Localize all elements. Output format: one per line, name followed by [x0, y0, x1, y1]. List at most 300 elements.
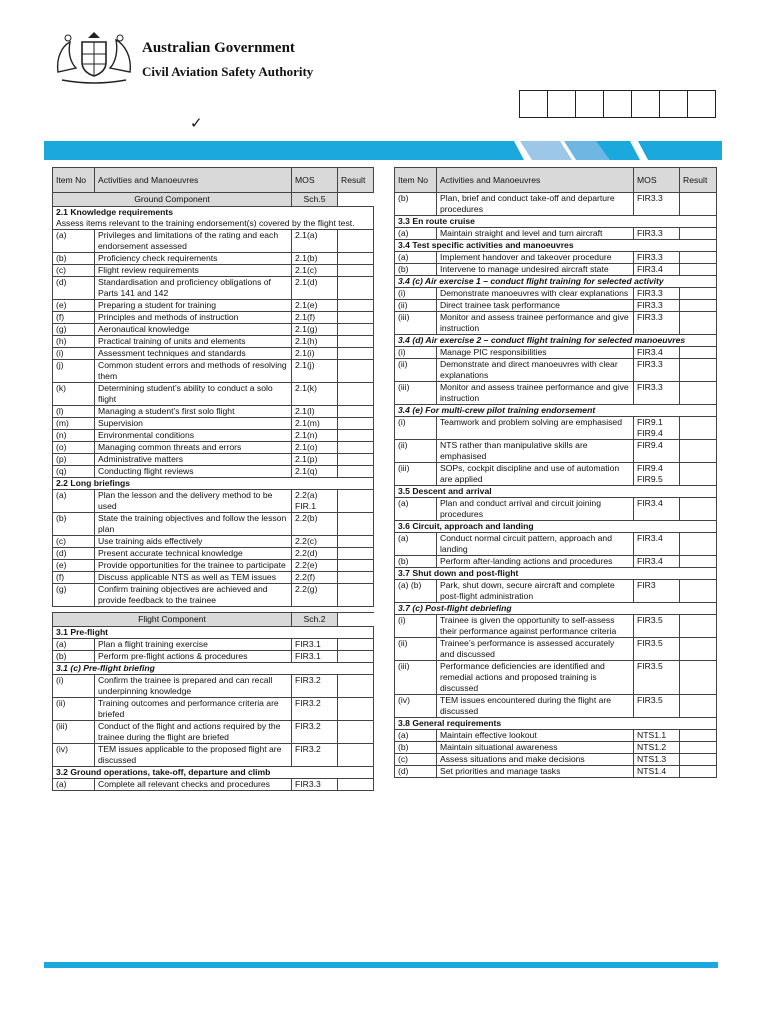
activity-text: Complete all relevant checks and procedures [95, 779, 292, 791]
mos-reference: FIR9.4 [634, 440, 680, 463]
result-cell[interactable] [338, 548, 374, 560]
table-row [53, 430, 374, 442]
mos-reference: FIR3.4 [634, 533, 680, 556]
section-title: 3.5 Descent and arrival [398, 486, 492, 496]
component-title: Ground Component [53, 193, 292, 207]
result-cell[interactable] [680, 638, 717, 661]
activity-text: Plan and conduct arrival and circuit joining procedures [437, 498, 634, 521]
section-heading-cell [395, 603, 717, 615]
mos-reference: FIR3.1 [292, 651, 338, 663]
item-number: (f) [53, 572, 95, 584]
item-number: (b) [53, 253, 95, 265]
mos-reference: FIR3 [634, 580, 680, 603]
result-cell[interactable] [338, 454, 374, 466]
result-cell[interactable] [680, 288, 717, 300]
mos-reference: 2.2(g) [292, 584, 338, 607]
section-heading-row [395, 718, 717, 730]
activity-text: Flight review requirements [95, 265, 292, 277]
section-heading-row [395, 405, 717, 417]
table-row [395, 556, 717, 568]
section-heading-cell [53, 767, 374, 779]
table-row [395, 359, 717, 382]
activity-text: Maintain situational awareness [437, 742, 634, 754]
gov-title: Australian Government [142, 40, 295, 56]
mos-reference: FIR3.2 [292, 744, 338, 767]
section-heading-cell [53, 478, 374, 490]
table-row [395, 730, 717, 742]
ref-box[interactable] [576, 91, 604, 117]
table-row [395, 580, 717, 603]
activity-text: TEM issues applicable to the proposed flight are discussed [95, 744, 292, 767]
section-title: 3.3 En route cruise [398, 216, 475, 226]
result-cell[interactable] [338, 336, 374, 348]
reference-boxes[interactable] [519, 90, 716, 118]
section-heading-cell [395, 521, 717, 533]
section-heading-row [53, 627, 374, 639]
table-row [53, 442, 374, 454]
ref-box[interactable] [604, 91, 632, 117]
activity-text: Training outcomes and performance criteria are briefed [95, 698, 292, 721]
section-title: 3.2 Ground operations, take-off, departure and climb [56, 767, 271, 777]
section-title: 3.4 (d) Air exercise 2 – conduct flight training for selected manoeuvres [398, 335, 686, 345]
activity-text: Perform after-landing actions and procedures [437, 556, 634, 568]
table-row [395, 754, 717, 766]
table-row [395, 312, 717, 335]
mos-reference: 2.2(a) FIR.1 [292, 490, 338, 513]
mos-reference: 2.2(f) [292, 572, 338, 584]
section-title: 3.4 (e) For multi-crew pilot training endorsement [398, 405, 596, 415]
result-cell[interactable] [680, 359, 717, 382]
activity-text: Maintain effective lookout [437, 730, 634, 742]
mos-reference: FIR3.3 [634, 288, 680, 300]
result-cell[interactable] [680, 742, 717, 754]
table-row [53, 698, 374, 721]
col-result: Result [338, 168, 374, 193]
mos-reference: FIR3.5 [634, 695, 680, 718]
item-number: (b) [53, 651, 95, 663]
table-row [395, 417, 717, 440]
item-number: (d) [53, 548, 95, 560]
item-number: (b) [395, 742, 437, 754]
table-row [53, 721, 374, 744]
result-cell[interactable] [338, 639, 374, 651]
result-cell[interactable] [680, 228, 717, 240]
table-row [395, 440, 717, 463]
result-cell[interactable] [338, 253, 374, 265]
item-number: (p) [53, 454, 95, 466]
ref-box[interactable] [520, 91, 548, 117]
result-cell[interactable] [680, 193, 717, 216]
table-row [53, 584, 374, 607]
result-cell[interactable] [338, 300, 374, 312]
result-cell[interactable] [338, 442, 374, 454]
activity-text: Managing a student’s first solo flight [95, 406, 292, 418]
mos-reference: 2.1(i) [292, 348, 338, 360]
mos-reference: FIR9.1 FIR9.4 [634, 417, 680, 440]
mos-reference: FIR3.2 [292, 698, 338, 721]
table-header-row [395, 168, 717, 193]
activity-text: Use training aids effectively [95, 536, 292, 548]
result-cell[interactable] [680, 730, 717, 742]
table-row [53, 348, 374, 360]
result-cell[interactable] [338, 513, 374, 536]
header-banner [44, 141, 722, 160]
table-row [53, 336, 374, 348]
activity-text: Direct trainee task performance [437, 300, 634, 312]
activity-text: Determining student’s ability to conduct a solo flight [95, 383, 292, 406]
mos-reference: 2.1(l) [292, 406, 338, 418]
table-row [53, 300, 374, 312]
item-number: (g) [53, 584, 95, 607]
item-number: (ii) [395, 440, 437, 463]
assessment-table-left [52, 167, 374, 791]
result-cell[interactable] [680, 417, 717, 440]
item-number: (d) [395, 766, 437, 778]
activity-text: Principles and methods of instruction [95, 312, 292, 324]
mos-reference: 2.1(f) [292, 312, 338, 324]
result-cell[interactable] [680, 580, 717, 603]
col-mos: MOS [292, 168, 338, 193]
activity-text: Intervene to manage undesired aircraft state [437, 264, 634, 276]
mos-reference: 2.1(e) [292, 300, 338, 312]
mos-reference: FIR3.2 [292, 675, 338, 698]
section-title: 3.7 (c) Post-flight debriefing [398, 603, 512, 613]
activity-text: Conduct of the flight and actions required by the trainee during the flight are briefed [95, 721, 292, 744]
mos-reference: 2.1(h) [292, 336, 338, 348]
mos-reference: FIR3.3 [292, 779, 338, 791]
item-number: (h) [53, 336, 95, 348]
col-activity: Activities and Manoeuvres [437, 168, 634, 193]
item-number: (a) [395, 533, 437, 556]
result-cell[interactable] [338, 584, 374, 607]
section-title: 3.7 Shut down and post-flight [398, 568, 519, 578]
result-cell[interactable] [338, 348, 374, 360]
ref-box[interactable] [660, 91, 688, 117]
table-row [395, 498, 717, 521]
result-cell[interactable] [338, 721, 374, 744]
activity-text: Conducting flight reviews [95, 466, 292, 478]
table-row [53, 639, 374, 651]
activity-text: Plan a flight training exercise [95, 639, 292, 651]
item-number: (b) [395, 193, 437, 216]
mos-reference: 2.1(n) [292, 430, 338, 442]
table-row [395, 661, 717, 695]
result-cell[interactable] [680, 498, 717, 521]
table-header-row [53, 168, 374, 193]
section-heading-cell [395, 240, 717, 252]
section-heading-cell [53, 627, 374, 639]
mos-reference: FIR3.4 [634, 498, 680, 521]
item-number: (iii) [53, 721, 95, 744]
result-cell[interactable] [338, 324, 374, 336]
mos-reference: 2.1(a) [292, 230, 338, 253]
activity-text: Administrative matters [95, 454, 292, 466]
result-cell[interactable] [338, 360, 374, 383]
activity-text: Monitor and assess trainee performance and give instruction [437, 312, 634, 335]
mos-reference: 2.2(d) [292, 548, 338, 560]
result-cell[interactable] [338, 675, 374, 698]
activity-text: TEM issues encountered during the flight are discussed [437, 695, 634, 718]
table-row [395, 228, 717, 240]
table-row [395, 615, 717, 638]
result-cell[interactable] [680, 661, 717, 695]
item-number: (i) [395, 417, 437, 440]
section-heading-cell [395, 335, 717, 347]
activity-text: Plan the lesson and the delivery method to be used [95, 490, 292, 513]
mos-reference: 2.1(q) [292, 466, 338, 478]
item-number: (c) [53, 265, 95, 277]
mos-reference: 2.2(e) [292, 560, 338, 572]
mos-reference: 2.1(b) [292, 253, 338, 265]
activity-text: Confirm training objectives are achieved and provide feedback to the trainee [95, 584, 292, 607]
section-heading-row [53, 663, 374, 675]
item-number: (e) [53, 300, 95, 312]
result-cell[interactable] [338, 230, 374, 253]
item-number: (a) [395, 730, 437, 742]
item-number: (iii) [395, 382, 437, 405]
activity-text: Manage PIC responsibilities [437, 347, 634, 359]
table-row [53, 490, 374, 513]
component-schedule: Sch.5 [292, 193, 338, 207]
item-number: (d) [53, 277, 95, 300]
table-row [53, 418, 374, 430]
agency-title: Civil Aviation Safety Authority [142, 64, 314, 79]
item-number: (a) [53, 230, 95, 253]
activity-text: Privileges and limitations of the rating and each endorsement assessed [95, 230, 292, 253]
result-cell[interactable] [680, 312, 717, 335]
item-number: (k) [53, 383, 95, 406]
result-cell[interactable] [680, 695, 717, 718]
section-heading-cell [395, 718, 717, 730]
table-row [53, 466, 374, 478]
item-number: (a) [53, 779, 95, 791]
item-number: (iii) [395, 661, 437, 695]
mos-reference: FIR3.5 [634, 638, 680, 661]
mos-reference: 2.1(d) [292, 277, 338, 300]
result-cell[interactable] [338, 430, 374, 442]
item-number: (a) [53, 639, 95, 651]
blank-cell [338, 193, 374, 207]
activity-text: Standardisation and proficiency obligations of Parts 141 and 142 [95, 277, 292, 300]
activity-text: Performance deficiencies are identified and remedial actions and proposed training is discussed [437, 661, 634, 695]
ref-box[interactable] [548, 91, 576, 117]
section-heading-row [395, 521, 717, 533]
table-row [395, 252, 717, 264]
mos-reference: NTS1.1 [634, 730, 680, 742]
mos-reference: FIR3.3 [634, 382, 680, 405]
result-cell[interactable] [680, 300, 717, 312]
section-heading-row [395, 568, 717, 580]
activity-text: Practical training of units and elements [95, 336, 292, 348]
table-row [395, 382, 717, 405]
table-row [53, 406, 374, 418]
item-number: (a) [53, 490, 95, 513]
activity-text: Proficiency check requirements [95, 253, 292, 265]
coat-of-arms-icon [54, 28, 134, 88]
table-row [53, 265, 374, 277]
mos-reference: 2.1(j) [292, 360, 338, 383]
activity-text: Assessment techniques and standards [95, 348, 292, 360]
activity-text: Teamwork and problem solving are emphasised [437, 417, 634, 440]
section-title: 3.6 Circuit, approach and landing [398, 521, 534, 531]
table-row [395, 264, 717, 276]
result-cell[interactable] [338, 277, 374, 300]
table-row [53, 383, 374, 406]
mos-reference: FIR3.3 [634, 359, 680, 382]
result-cell[interactable] [338, 651, 374, 663]
table-row [395, 300, 717, 312]
result-cell[interactable] [680, 754, 717, 766]
activity-text: Park, shut down, secure aircraft and complete post-flight administration [437, 580, 634, 603]
col-mos: MOS [634, 168, 680, 193]
table-row [53, 651, 374, 663]
item-number: (ii) [395, 638, 437, 661]
table-row [53, 277, 374, 300]
activity-text: Present accurate technical knowledge [95, 548, 292, 560]
table-row [53, 513, 374, 536]
item-number: (ii) [395, 300, 437, 312]
result-cell[interactable] [338, 572, 374, 584]
mos-reference: 2.1(k) [292, 383, 338, 406]
result-cell[interactable] [338, 466, 374, 478]
item-number: (iii) [395, 312, 437, 335]
result-cell[interactable] [338, 383, 374, 406]
activity-text: Trainee is given the opportunity to self-assess their performance against performance criteria [437, 615, 634, 638]
item-number: (ii) [53, 698, 95, 721]
mos-reference: FIR3.4 [634, 556, 680, 568]
result-cell[interactable] [680, 252, 717, 264]
section-title: 2.1 Knowledge requirements [56, 207, 174, 217]
mos-reference: NTS1.3 [634, 754, 680, 766]
activity-text: Trainee’s performance is assessed accurately and discussed [437, 638, 634, 661]
mos-reference: 2.1(o) [292, 442, 338, 454]
table-row [53, 560, 374, 572]
mos-reference: FIR3.4 [634, 347, 680, 359]
item-number: (c) [395, 754, 437, 766]
activity-text: Discuss applicable NTS as well as TEM issues [95, 572, 292, 584]
activity-text: Confirm the trainee is prepared and can recall underpinning knowledge [95, 675, 292, 698]
component-heading-row [53, 193, 374, 207]
result-cell[interactable] [338, 418, 374, 430]
activity-text: Demonstrate manoeuvres with clear explanations [437, 288, 634, 300]
activity-text: Preparing a student for training [95, 300, 292, 312]
col-item: Item No [53, 168, 95, 193]
result-cell[interactable] [680, 533, 717, 556]
ref-box[interactable] [632, 91, 660, 117]
result-cell[interactable] [338, 560, 374, 572]
section-title: 3.8 General requirements [398, 718, 502, 728]
result-cell[interactable] [680, 264, 717, 276]
item-number: (c) [53, 536, 95, 548]
activity-text: Set priorities and manage tasks [437, 766, 634, 778]
result-cell[interactable] [680, 347, 717, 359]
mos-reference: FIR3.3 [634, 228, 680, 240]
section-note: Assess items relevant to the training endorsement(s) covered by the flight test. [56, 218, 355, 228]
item-number: (a) (b) [395, 580, 437, 603]
result-cell[interactable] [338, 744, 374, 767]
section-heading-cell [395, 568, 717, 580]
section-title: 2.2 Long briefings [56, 478, 131, 488]
check-mark-icon: ✓ [190, 115, 203, 132]
activity-text: Demonstrate and direct manoeuvres with clear explanations [437, 359, 634, 382]
result-cell[interactable] [680, 766, 717, 778]
result-cell[interactable] [338, 779, 374, 791]
activity-text: Aeronautical knowledge [95, 324, 292, 336]
section-heading-row [395, 335, 717, 347]
activity-text: Managing common threats and errors [95, 442, 292, 454]
section-heading-cell [395, 216, 717, 228]
mos-reference: 2.1(m) [292, 418, 338, 430]
item-number: (g) [53, 324, 95, 336]
result-cell[interactable] [338, 406, 374, 418]
mos-reference: 2.1(g) [292, 324, 338, 336]
result-cell[interactable] [338, 312, 374, 324]
mos-reference: FIR3.1 [292, 639, 338, 651]
item-number: (i) [53, 675, 95, 698]
table-row [53, 536, 374, 548]
result-cell[interactable] [338, 536, 374, 548]
component-schedule: Sch.2 [292, 613, 338, 627]
item-number: (i) [53, 348, 95, 360]
result-cell[interactable] [680, 556, 717, 568]
activity-text: Supervision [95, 418, 292, 430]
mos-reference: FIR3.3 [634, 300, 680, 312]
section-heading-cell [53, 663, 374, 675]
item-number: (iii) [395, 463, 437, 486]
mos-reference: FIR9.4 FIR9.5 [634, 463, 680, 486]
section-heading-row [395, 486, 717, 498]
col-item: Item No [395, 168, 437, 193]
activity-text: Plan, brief and conduct take-off and departure procedures [437, 193, 634, 216]
activity-text: Maintain straight and level and turn aircraft [437, 228, 634, 240]
section-title: 3.1 (c) Pre-flight briefing [56, 663, 155, 673]
section-heading-row [53, 207, 374, 230]
result-cell[interactable] [338, 490, 374, 513]
activity-text: NTS rather than manipulative skills are emphasised [437, 440, 634, 463]
mos-reference: FIR3.5 [634, 615, 680, 638]
component-title: Flight Component [53, 613, 292, 627]
mos-reference: 2.1(p) [292, 454, 338, 466]
mos-reference: 2.2(c) [292, 536, 338, 548]
activity-text: Environmental conditions [95, 430, 292, 442]
component-heading-row [53, 613, 374, 627]
section-heading-cell [395, 276, 717, 288]
result-cell[interactable] [338, 698, 374, 721]
item-number: (b) [395, 264, 437, 276]
table-row [395, 347, 717, 359]
mos-reference: 2.2(b) [292, 513, 338, 536]
item-number: (b) [53, 513, 95, 536]
item-number: (i) [395, 288, 437, 300]
result-cell[interactable] [680, 440, 717, 463]
result-cell[interactable] [680, 463, 717, 486]
ref-box[interactable] [688, 91, 715, 117]
table-row [395, 288, 717, 300]
activity-text: Provide opportunities for the trainee to participate [95, 560, 292, 572]
item-number: (l) [53, 406, 95, 418]
section-title: 3.4 Test specific activities and manoeuvres [398, 240, 574, 250]
result-cell[interactable] [680, 615, 717, 638]
table-row [53, 454, 374, 466]
table-row [53, 230, 374, 253]
item-number: (ii) [395, 359, 437, 382]
result-cell[interactable] [338, 265, 374, 277]
result-cell[interactable] [680, 382, 717, 405]
table-row [395, 766, 717, 778]
table-row [53, 572, 374, 584]
activity-text: SOPs, cockpit discipline and use of automation are applied [437, 463, 634, 486]
section-heading-row [53, 767, 374, 779]
